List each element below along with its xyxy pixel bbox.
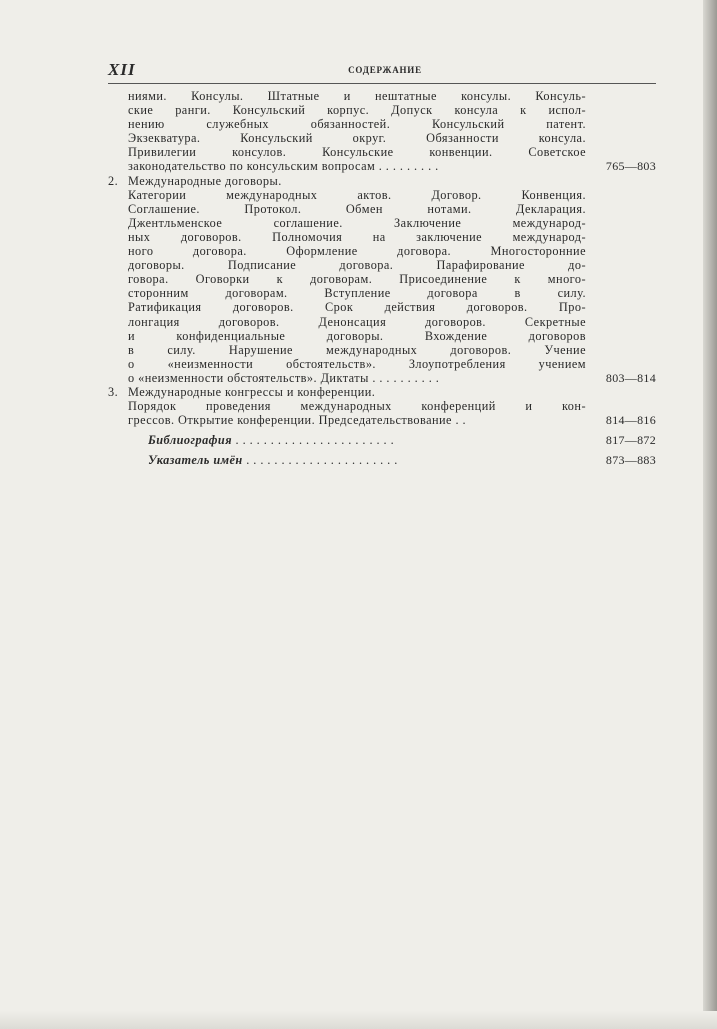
toc-line <box>108 145 656 159</box>
entry-number: 3. <box>108 384 119 399</box>
entry-text-line: лонгация договоров. Денонсация договоров. Секретные <box>128 314 586 329</box>
entry-text-line: договоры. Подписание договора. Парафирование до- <box>128 258 586 273</box>
toc-appendix <box>108 433 656 447</box>
page-bottom-shadow <box>0 1011 717 1029</box>
entry-number: 2. <box>108 173 119 188</box>
entry-text-line: ного договора. Оформление договора. Многосторонние <box>128 244 586 259</box>
table-of-contents <box>108 89 656 467</box>
entry-text-line: Привилегии консулов. Консульские конвенции. Советское <box>128 145 586 160</box>
entry-text-line: ниями. Консулы. Штатные и нештатные консулы. Консуль- <box>128 89 586 103</box>
entry-text-line: законодательство по консульским вопросам . . . . . . . . . <box>128 159 439 174</box>
toc-line <box>108 343 656 357</box>
entry-text-line: сторонним договорам. Вступление договора в силу. <box>128 286 586 301</box>
entry-text-line: Соглашение. Протокол. Обмен нотами. Декларация. <box>128 201 586 216</box>
page-range: 803—814 <box>605 370 656 385</box>
toc-line <box>108 315 656 329</box>
appendix-line <box>148 453 586 467</box>
toc-line <box>108 357 656 371</box>
entry-text-line: о «неизменности обстоятельств». Диктаты . . . . . . . . . . <box>128 370 440 385</box>
entry-text-line: Ратификация договоров. Срок действия договоров. Про- <box>128 300 586 315</box>
leader-dots: . . . . . . . . . . . . . . . . . . . . . . . <box>235 433 395 448</box>
page-edge-shadow <box>703 0 717 1029</box>
toc-entry <box>108 174 656 385</box>
entry-text-line: ных договоров. Полномочия на заключение международ- <box>128 229 586 244</box>
entry-text-line: Экзекватура. Консульский округ. Обязанности консула. <box>128 131 586 146</box>
toc-appendix <box>108 453 656 467</box>
entry-text-line: ские ранги. Консульский корпус. Допуск консула к испол- <box>128 103 586 118</box>
page-range: 765—803 <box>605 159 656 174</box>
toc-line <box>108 117 656 131</box>
toc-line <box>108 258 656 272</box>
appendix-title: Указатель имён <box>148 453 243 468</box>
entry-text-line: Порядок проведения международных конференций и кон- <box>128 399 586 414</box>
entry-text-line: о «неизменности обстоятельств». Злоупотребления учением <box>128 356 586 371</box>
running-title: СОДЕРЖАНИЕ <box>348 65 422 75</box>
page-range: 814—816 <box>605 413 656 428</box>
page-range: 817—872 <box>605 433 656 448</box>
page-range: 873—883 <box>605 453 656 468</box>
entry-text-line: грессов. Открытие конференции. Председательствование . . <box>128 413 467 428</box>
toc-line <box>108 371 656 385</box>
toc-entry <box>108 89 656 174</box>
entry-title: Международные конгрессы и конференции. <box>128 384 376 399</box>
leader-dots: . . . . . . . . . . . . . . . . . . . . . . <box>246 453 398 468</box>
toc-line <box>108 230 656 244</box>
toc-line <box>108 188 656 202</box>
appendix-title: Библиография <box>148 433 232 448</box>
entry-title: Международные договоры. <box>128 173 282 188</box>
toc-line <box>108 103 656 117</box>
page-number: XII <box>108 60 136 79</box>
toc-line <box>108 399 656 413</box>
toc-line <box>108 413 656 427</box>
appendix-line <box>148 433 586 447</box>
toc-line <box>108 272 656 286</box>
toc-entry <box>108 385 656 427</box>
entry-text-line: в силу. Нарушение международных договоров. Учение <box>128 342 586 357</box>
toc-entry-heading <box>108 385 656 399</box>
entry-text-line: Джентльменское соглашение. Заключение международ- <box>128 215 586 230</box>
entry-text-line: и конфиденциальные договоры. Вхождение договоров <box>128 328 586 343</box>
entry-text-line: Категории международных актов. Договор. Конвенция. <box>128 187 586 202</box>
toc-line <box>108 89 656 103</box>
toc-line <box>108 159 656 173</box>
toc-line <box>108 300 656 314</box>
toc-line <box>108 131 656 145</box>
toc-line <box>108 216 656 230</box>
entry-text-line: нению служебных обязанностей. Консульский патент. <box>128 117 586 132</box>
toc-line <box>108 244 656 258</box>
toc-line <box>108 286 656 300</box>
toc-line <box>108 329 656 343</box>
entry-text-line: говора. Оговорки к договорам. Присоединение к много- <box>128 272 586 287</box>
toc-line <box>108 202 656 216</box>
header-rule <box>108 83 656 84</box>
toc-entry-heading <box>108 174 656 188</box>
